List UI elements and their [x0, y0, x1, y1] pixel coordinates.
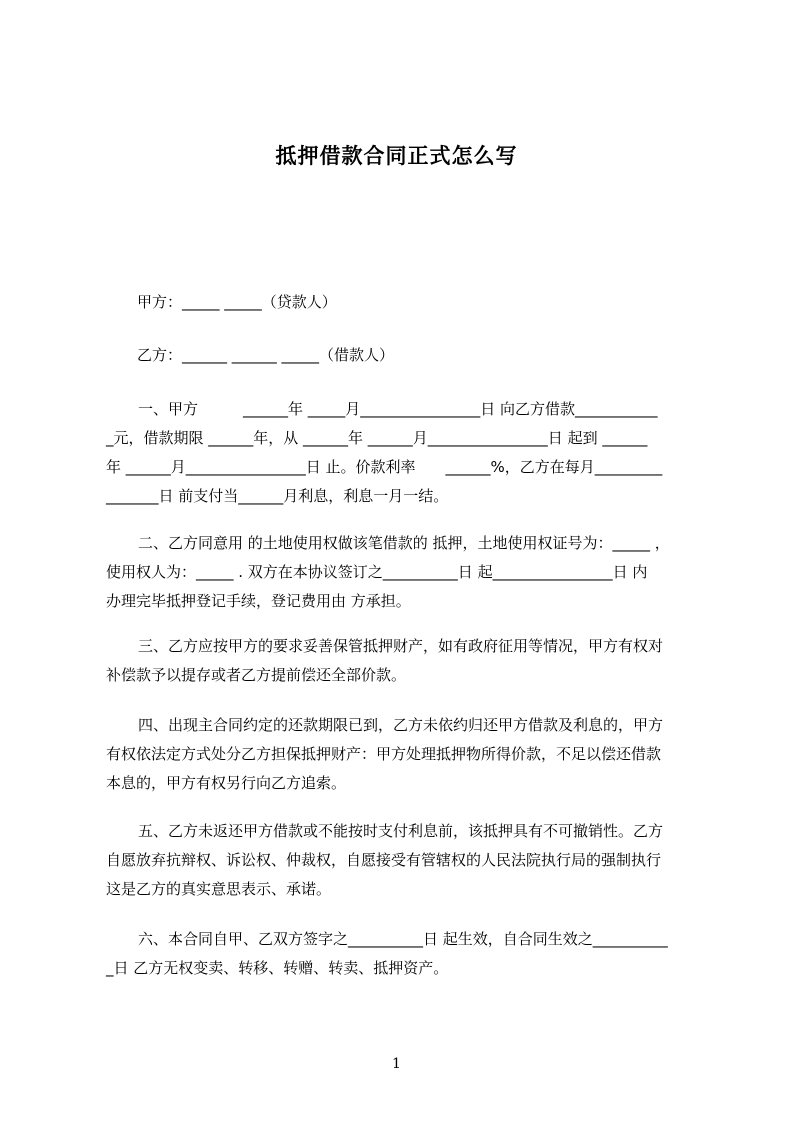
page-number: 1 — [392, 1056, 401, 1072]
clause-1 — [106, 395, 702, 511]
clause-line: _日 乙方无权变卖、转移、转赠、转卖、抵押资产。 — [106, 959, 449, 977]
clause-line: _______日 前支付当______月利息，利息一月一结。 — [106, 487, 449, 505]
clause-6 — [106, 925, 702, 983]
clause-line: 五、乙方未返还甲方借款或不能按时支付利息前，该抵押具有不可撤销性。乙方 — [138, 822, 664, 840]
clause-line: 补偿款予以提存或者乙方提前偿还全部价款。 — [106, 666, 407, 684]
clause-line: 这是乙方的真实意思表示、承诺。 — [106, 880, 332, 898]
clause-line: 年 ______月________________日 止。价款利率 ______%，乙方在每月_________ — [106, 458, 663, 476]
page-title: 抵押借款合同正式怎么写 — [275, 144, 518, 168]
clause-4 — [106, 711, 702, 798]
clause-3 — [106, 632, 702, 690]
clause-line: 二、乙方同意用 的土地使用权做该笔借款的 抵押，土地使用权证号为：_____ ， — [138, 534, 670, 552]
clause-line: 使用权人为：_____ . 双方在本协议签订之__________日 起________________日 内 — [106, 563, 648, 581]
clause-line: 自愿放弃抗辩权、诉讼权、仲裁权，自愿接受有管辖权的人民法院执行局的强制执行 — [106, 851, 662, 869]
clause-5 — [106, 817, 702, 904]
clause-line: 三、乙方应按甲方的要求妥善保管抵押财产，如有政府征用等情况，甲方有权对 — [138, 637, 664, 655]
clause-line: 本息的，甲方有权另行向乙方追索。 — [106, 774, 347, 792]
clause-line: 六、本合同自甲、乙双方签字之__________日 起生效，自合同生效之__________ — [138, 930, 668, 948]
party-b-line: 乙方：______ ______ _____（借款人） — [137, 346, 395, 364]
clause-2 — [106, 529, 702, 616]
clause-line: 办理完毕抵押登记手续，登记费用由 方承担。 — [106, 592, 411, 610]
party-a-line: 甲方：_____ _____（贷款人） — [137, 293, 337, 311]
clause-line: 有权依法定方式处分乙方担保抵押财产：甲方处理抵押物所得价款，不足以偿还借款 — [106, 745, 662, 763]
clause-line: 四、出现主合同约定的还款期限已到，乙方未依约归还甲方借款及利息的，甲方 — [138, 716, 664, 734]
clause-line: 一、甲方 ______年 _____月________________日 向乙方借款___________ — [138, 400, 658, 418]
clause-line: _元，借款期限 ______年，从 ______年 ______月________________日 起到 ______ — [106, 429, 648, 447]
